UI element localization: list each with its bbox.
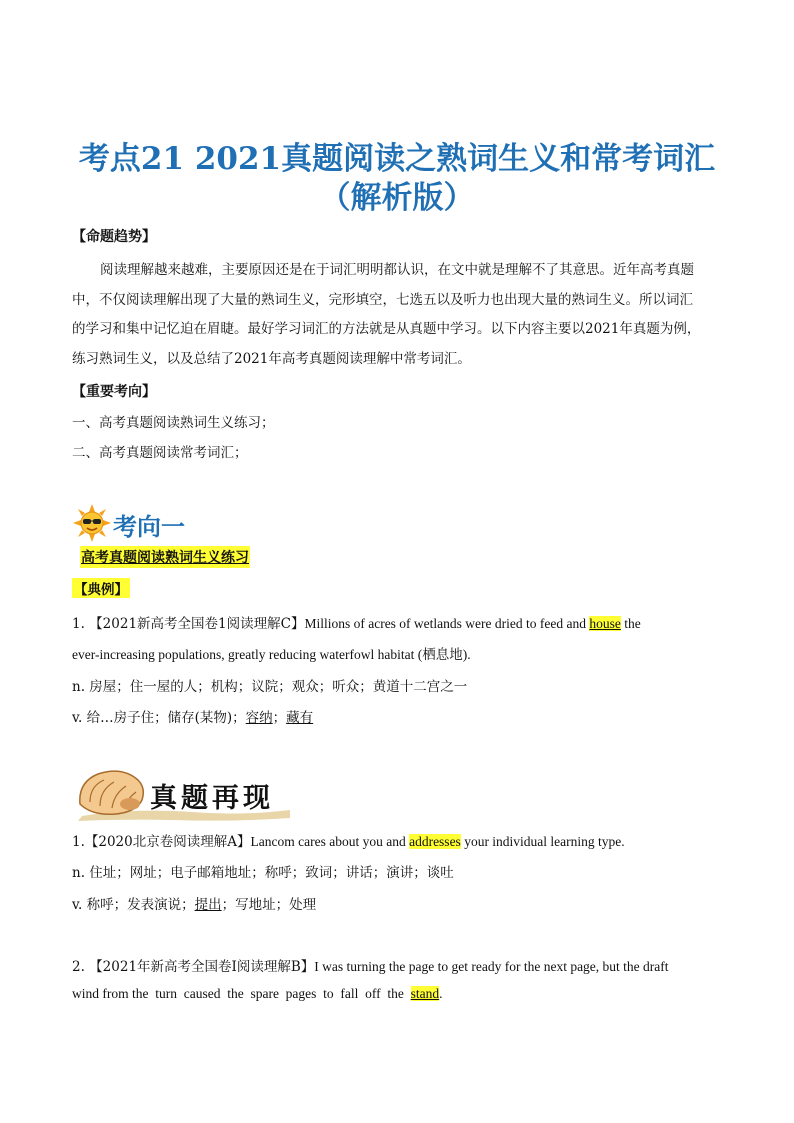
example-1-source: 1. 【2021新高考全国卷1阅读理解C】 <box>72 616 305 632</box>
example-1-verb-underline-1: 容纳 <box>245 710 273 726</box>
item-1-verb-meanings <box>72 893 723 913</box>
example-1-line-2: ever-increasing populations, greatly reducing waterfowl habitat (栖息地). <box>72 647 471 662</box>
item-2-text-1: I was turning the page to get ready for the next page, but the draft <box>314 959 669 974</box>
direction-item-2: 二、高考真题阅读常考词汇； <box>72 445 248 461</box>
item-1-verb-after: ；写地址；处理 <box>221 897 317 913</box>
item-2-line-1 <box>72 955 723 975</box>
trend-line-2: 中，不仅阅读理解出现了大量的熟词生义，完形填空，七选五以及听力也出现大量的熟词生义。所以词汇 <box>72 292 693 308</box>
banner-text: 真题再现 <box>150 783 274 814</box>
trend-line-3: 的学习和集中记忆迫在眉睫。最好学习词汇的方法就是从真题中学习。以下内容主要以2021年真题为例， <box>72 321 701 337</box>
item-1-text-after: your individual learning type. <box>460 834 625 849</box>
page-subtitle: （解析版） <box>319 180 475 216</box>
example-1-line-1 <box>72 612 723 632</box>
item-2-source: 2. 【2021年新高考全国卷Ⅰ阅读理解B】 <box>72 959 315 975</box>
item-2-line-2 <box>72 986 723 1002</box>
banner <box>72 764 294 822</box>
trend-line-1: 阅读理解越来越难，主要原因还是在于词汇明明都认识，在文中就是理解不了其意思。近年高考真题 <box>100 262 694 278</box>
item-1-sentence <box>72 830 723 850</box>
item-2-keyword: stand <box>410 986 440 1001</box>
example-1-verb-sep: ； <box>272 710 287 726</box>
item-1-verb-underline: 提出 <box>194 897 222 913</box>
item-1-text-before: Lancom cares about you and <box>250 834 410 849</box>
example-1-text-before: Millions of acres of wetlands were dried to feed and <box>304 616 590 631</box>
item-1-keyword: addresses <box>409 834 461 849</box>
example-1-noun-meanings: n. 房屋；住一屋的人；机构；议院；观众；听众；黄道十二宫之一 <box>72 679 468 695</box>
item-1-verb-text: v. 称呼；发表演说； <box>72 897 195 913</box>
item-1-source: 1.【2020北京卷阅读理解A】 <box>72 834 251 850</box>
trend-label: 【命题趋势】 <box>72 229 156 245</box>
example-tag: 【典例】 <box>72 578 130 598</box>
example-1-verb-text: v. 给…房子住；储存(某物)； <box>72 710 246 726</box>
section-heading: 考向一 <box>113 512 185 541</box>
item-1-noun-meanings: n. 住址；网址；电子邮箱地址；称呼；致词；讲话；演讲；谈吐 <box>72 865 454 881</box>
example-1-verb-meanings <box>72 706 723 726</box>
sun-icon <box>72 503 112 543</box>
item-2-text-end: . <box>439 986 443 1001</box>
example-1-text-after: the <box>620 616 641 631</box>
section-subtitle: 高考真题阅读熟词生义练习 <box>80 546 250 568</box>
direction-item-1: 一、高考真题阅读熟词生义练习； <box>72 415 275 431</box>
example-1-verb-underline-2: 藏有 <box>286 710 314 726</box>
page-title: 考点21 2021真题阅读之熟词生义和常考词汇 <box>78 141 716 177</box>
item-2-text-2: wind from the turn caused the spare pages to fall off the <box>72 986 411 1001</box>
trend-line-4: 练习熟词生义，以及总结了2021年高考真题阅读理解中常考词汇。 <box>72 351 471 367</box>
directions-label: 【重要考向】 <box>72 384 156 400</box>
example-1-keyword: house <box>589 616 621 631</box>
